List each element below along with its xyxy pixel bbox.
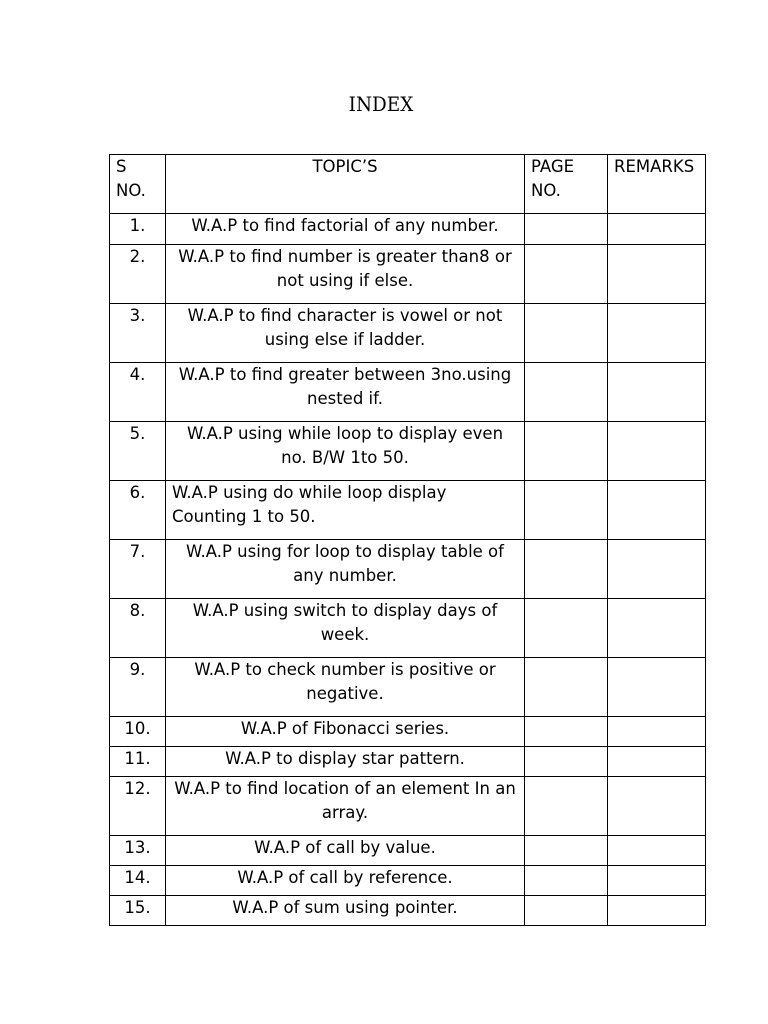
row-topic: W.A.P using for loop to display table of any number. [166, 540, 525, 599]
row-topic: W.A.P to check number is positive or negative. [166, 658, 525, 717]
row-remarks [608, 777, 706, 836]
header-sno: S NO. [110, 155, 166, 214]
row-sno: 13. [110, 836, 166, 866]
row-page-no [525, 481, 608, 540]
row-sno: 15. [110, 896, 166, 926]
row-remarks [608, 717, 706, 747]
table-row [110, 363, 706, 422]
row-remarks [608, 214, 706, 245]
row-sno: 2. [110, 245, 166, 304]
row-sno: 5. [110, 422, 166, 481]
row-topic: W.A.P of sum using pointer. [166, 896, 525, 926]
table-header-row [110, 155, 706, 214]
row-sno: 6. [110, 481, 166, 540]
row-sno: 9. [110, 658, 166, 717]
table-row [110, 599, 706, 658]
row-remarks [608, 422, 706, 481]
header-page-no: PAGE NO. [525, 155, 608, 214]
row-page-no [525, 422, 608, 481]
table-row [110, 245, 706, 304]
row-remarks [608, 896, 706, 926]
row-remarks [608, 245, 706, 304]
row-page-no [525, 658, 608, 717]
row-page-no [525, 747, 608, 777]
row-page-no [525, 896, 608, 926]
row-sno: 3. [110, 304, 166, 363]
row-page-no [525, 836, 608, 866]
index-table [109, 154, 706, 926]
table-row [110, 540, 706, 599]
row-topic: W.A.P to find location of an element In an array. [166, 777, 525, 836]
row-topic: W.A.P to find character is vowel or not using else if ladder. [166, 304, 525, 363]
header-remarks: REMARKS [608, 155, 706, 214]
row-page-no [525, 777, 608, 836]
table-row [110, 422, 706, 481]
row-topic: W.A.P to find greater between 3no.using nested if. [166, 363, 525, 422]
row-sno: 14. [110, 866, 166, 896]
row-page-no [525, 245, 608, 304]
row-remarks [608, 747, 706, 777]
page-title: INDEX [348, 92, 414, 116]
row-page-no [525, 363, 608, 422]
row-topic: W.A.P to find factorial of any number. [166, 214, 525, 245]
row-topic: W.A.P of call by value. [166, 836, 525, 866]
row-remarks [608, 363, 706, 422]
table-row [110, 836, 706, 866]
row-topic: W.A.P using while loop to display even no. B/W 1to 50. [166, 422, 525, 481]
row-page-no [525, 304, 608, 363]
row-page-no [525, 599, 608, 658]
table-row [110, 747, 706, 777]
table-row [110, 717, 706, 747]
row-page-no [525, 214, 608, 245]
row-remarks [608, 540, 706, 599]
row-sno: 8. [110, 599, 166, 658]
row-remarks [608, 481, 706, 540]
row-remarks [608, 836, 706, 866]
table-row [110, 481, 706, 540]
row-remarks [608, 304, 706, 363]
row-sno: 11. [110, 747, 166, 777]
row-page-no [525, 866, 608, 896]
row-remarks [608, 599, 706, 658]
row-remarks [608, 866, 706, 896]
row-sno: 10. [110, 717, 166, 747]
row-topic: W.A.P of call by reference. [166, 866, 525, 896]
table-row [110, 304, 706, 363]
row-topic: W.A.P using do while loop display Counting 1 to 50. [166, 481, 525, 540]
row-sno: 7. [110, 540, 166, 599]
row-sno: 12. [110, 777, 166, 836]
header-topic: TOPIC’S [166, 155, 525, 214]
table-row [110, 777, 706, 836]
row-page-no [525, 717, 608, 747]
row-sno: 4. [110, 363, 166, 422]
row-topic: W.A.P to display star pattern. [166, 747, 525, 777]
table-row [110, 866, 706, 896]
table-row [110, 214, 706, 245]
table-row [110, 658, 706, 717]
row-topic: W.A.P using switch to display days of week. [166, 599, 525, 658]
table-row [110, 896, 706, 926]
row-page-no [525, 540, 608, 599]
row-remarks [608, 658, 706, 717]
row-topic: W.A.P to find number is greater than8 or not using if else. [166, 245, 525, 304]
row-topic: W.A.P of Fibonacci series. [166, 717, 525, 747]
row-sno: 1. [110, 214, 166, 245]
